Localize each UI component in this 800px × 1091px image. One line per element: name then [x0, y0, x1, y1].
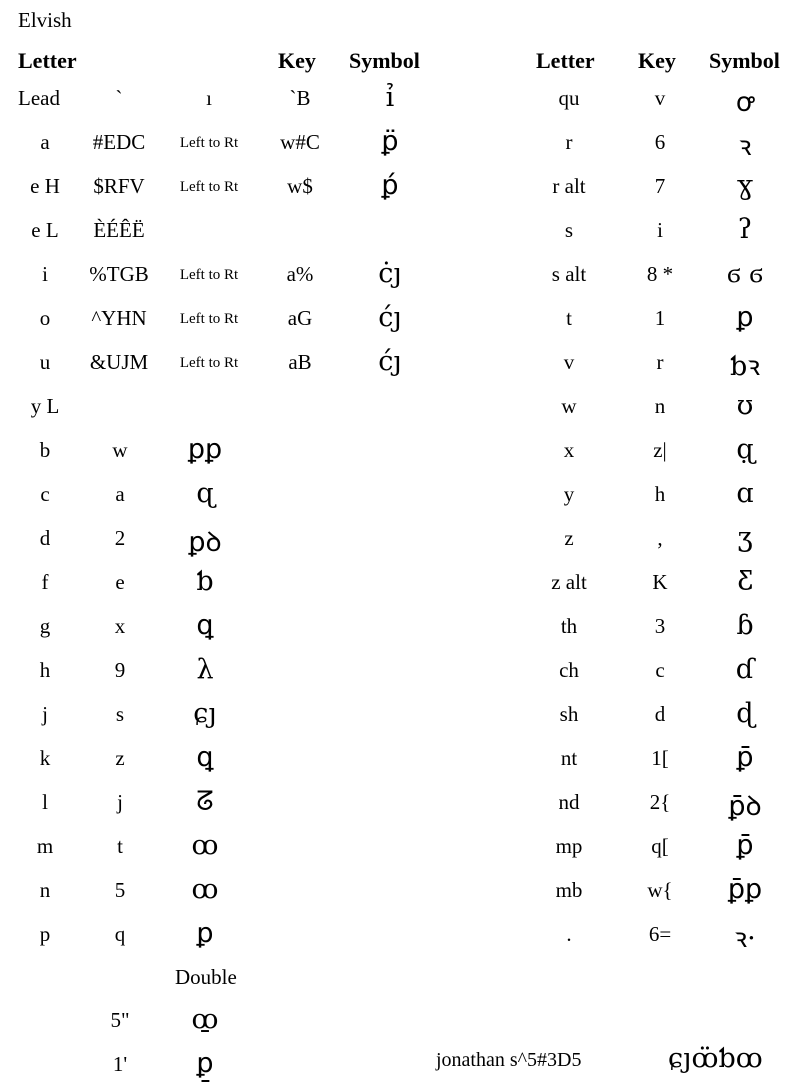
vowel-direction: Left to Rt [179, 311, 239, 327]
right-key: 6 [654, 130, 666, 154]
right-letter: t [566, 306, 572, 330]
vowel-key: w#C [280, 130, 320, 154]
right-key: q[ [651, 834, 669, 858]
vowel-keys: &UJM [89, 350, 149, 374]
consonant-letter: l [42, 790, 48, 814]
consonant-symbol: ꝗ [196, 742, 214, 773]
vowel-letter: a [40, 130, 50, 154]
right-letter: s alt [551, 262, 587, 286]
consonant-letter: j [42, 702, 48, 726]
consonant-key: a [115, 482, 125, 506]
right-letter: qu [558, 86, 580, 110]
right-key: 7 [654, 174, 666, 198]
right-letter: nt [560, 746, 578, 770]
right-key: w{ [647, 878, 673, 902]
right-key: 8 * [646, 262, 674, 286]
header-key-left: Key [278, 48, 316, 73]
consonant-symbol: ɋ [196, 478, 214, 509]
vowel-letter: e L [31, 218, 59, 242]
right-symbol: ꝑ̄ꝑ [727, 874, 763, 905]
vowel-symbol: ċȷ [378, 258, 402, 289]
consonant-key: z [115, 746, 125, 770]
consonant-symbol: ꝑ [196, 918, 214, 949]
right-key: 1 [654, 306, 666, 330]
right-key: i [657, 218, 663, 242]
right-key: , [657, 526, 663, 550]
right-symbol: ɗ [735, 654, 755, 685]
vowel-key: a% [286, 262, 314, 286]
right-letter: . [566, 922, 572, 946]
right-symbol: ϭ ϭ [726, 258, 764, 289]
right-key: 3 [654, 614, 666, 638]
vowel-keys: $RFV [93, 174, 145, 198]
right-letter: mb [555, 878, 583, 902]
right-letter: th [560, 614, 578, 638]
vowel-letter: u [39, 350, 51, 374]
double-label: Double [175, 965, 237, 989]
header-key-right: Key [638, 48, 676, 73]
consonant-key: w [112, 438, 128, 462]
right-letter: mp [555, 834, 583, 858]
vowel-direction: ı [206, 86, 212, 110]
consonant-key: 9 [114, 658, 126, 682]
right-key: 6= [648, 922, 672, 946]
consonant-symbol: ꝏ [191, 830, 219, 861]
consonant-key: q [114, 922, 126, 946]
example-symbol: ɕȷꝏ̈ƅꝏ [668, 1043, 763, 1074]
vowel-keys: ` [115, 86, 123, 110]
consonant-symbol: ɕȷ [193, 698, 217, 729]
consonant-letter: k [39, 746, 51, 770]
vowel-symbol: ćȷ [378, 346, 402, 377]
vowel-key: w$ [287, 174, 313, 198]
vowel-letter: o [39, 306, 51, 330]
right-symbol: ƅꝛ [729, 351, 761, 382]
double-symbol: ꝑ̱ [196, 1048, 214, 1079]
right-letter: z [564, 526, 574, 550]
header-letter-left: Letter [18, 48, 77, 73]
right-symbol: ʔ [737, 214, 753, 245]
vowel-keys: ÈÉÊË [93, 218, 145, 242]
right-symbol: ɓ [736, 610, 754, 641]
right-letter: y [563, 482, 575, 506]
right-key: n [654, 394, 666, 418]
right-key: z| [653, 438, 667, 462]
double-symbol: ꝏ̱ [191, 1004, 219, 1035]
right-letter: nd [558, 790, 580, 814]
right-letter: w [561, 394, 577, 418]
right-symbol: ꝛ· [734, 923, 756, 954]
vowel-letter: e H [30, 174, 60, 198]
page-title: Elvish [18, 8, 72, 32]
consonant-letter: p [39, 922, 51, 946]
right-letter: r alt [552, 174, 586, 198]
right-symbol: ɖ [736, 698, 754, 729]
consonant-key: 5 [114, 878, 126, 902]
right-letter: r [565, 130, 573, 154]
double-key: 1' [112, 1052, 128, 1076]
vowel-keys: #EDC [92, 130, 146, 154]
right-key: 1[ [651, 746, 669, 770]
right-key: 2{ [649, 790, 671, 814]
consonant-symbol: λ [196, 654, 214, 685]
consonant-letter: m [36, 834, 54, 858]
vowel-symbol: ꝑ́ [381, 170, 399, 201]
right-letter: ch [559, 658, 579, 682]
consonant-key: s [115, 702, 125, 726]
right-symbol: ʒ [737, 522, 753, 553]
example-text: jonathan s^5#3D5 [436, 1049, 582, 1071]
vowel-direction: Left to Rt [179, 355, 239, 371]
vowel-letter: i [42, 262, 48, 286]
header-symbol-left: Symbol [349, 48, 420, 73]
vowel-key: aB [288, 350, 312, 374]
header-symbol-right: Symbol [709, 48, 780, 73]
right-symbol: ꝑ̄ꝺ [728, 791, 762, 822]
header-letter-right: Letter [536, 48, 595, 73]
consonant-symbol: ꝏ [191, 874, 219, 905]
consonant-letter: b [39, 438, 51, 462]
right-key: r [656, 350, 664, 374]
consonant-symbol: ꝗ [196, 610, 214, 641]
double-key: 5" [110, 1008, 130, 1032]
right-key: d [654, 702, 666, 726]
consonant-key: 2 [114, 526, 126, 550]
right-letter: v [563, 350, 575, 374]
right-symbol: ʊ [736, 390, 754, 421]
consonant-letter: f [41, 570, 49, 594]
right-symbol: ɑ [736, 478, 754, 509]
right-symbol: ꝍ [735, 87, 755, 118]
consonant-letter: c [40, 482, 50, 506]
consonant-letter: g [39, 614, 51, 638]
right-symbol: ꝛ [738, 131, 752, 162]
right-symbol: Ƹ [737, 566, 753, 597]
right-key: K [652, 570, 668, 594]
vowel-letter: Lead [18, 86, 60, 110]
consonant-letter: n [39, 878, 51, 902]
vowel-symbol: ỉ [385, 82, 395, 113]
consonant-symbol: ƅ [196, 566, 214, 597]
right-letter: s [564, 218, 574, 242]
right-symbol: ꝑ̄ [736, 742, 754, 773]
vowel-keys: ^YHN [91, 306, 147, 330]
consonant-letter: h [39, 658, 51, 682]
vowel-letter: y L [30, 394, 60, 418]
right-symbol: ɋ̣ [736, 434, 754, 465]
vowel-key: aG [287, 306, 313, 330]
consonant-key: t [117, 834, 123, 858]
vowel-direction: Left to Rt [179, 135, 239, 151]
consonant-key: x [114, 614, 126, 638]
vowel-direction: Left to Rt [179, 267, 239, 283]
right-key: v [654, 86, 666, 110]
right-symbol: ꝑ̄ [736, 830, 754, 861]
vowel-direction: Left to Rt [179, 179, 239, 195]
right-key: h [654, 482, 666, 506]
consonant-key: j [117, 790, 123, 814]
consonant-key: e [115, 570, 125, 594]
vowel-keys: %TGB [89, 262, 149, 286]
vowel-key: `B [289, 86, 311, 110]
right-key: c [655, 658, 665, 682]
right-symbol: ɣ [736, 170, 754, 201]
consonant-symbol: ꝑꝑ [187, 434, 223, 465]
vowel-symbol: ꝑ̈ [381, 126, 399, 157]
right-letter: x [563, 438, 575, 462]
consonant-letter: d [39, 526, 51, 550]
consonant-symbol: ᘔ [196, 786, 214, 817]
right-symbol: ꝑ [736, 302, 754, 333]
right-letter: z alt [551, 570, 587, 594]
vowel-symbol: ćȷ [378, 302, 402, 333]
right-letter: sh [559, 702, 579, 726]
consonant-symbol: ꝑꝺ [188, 527, 222, 558]
